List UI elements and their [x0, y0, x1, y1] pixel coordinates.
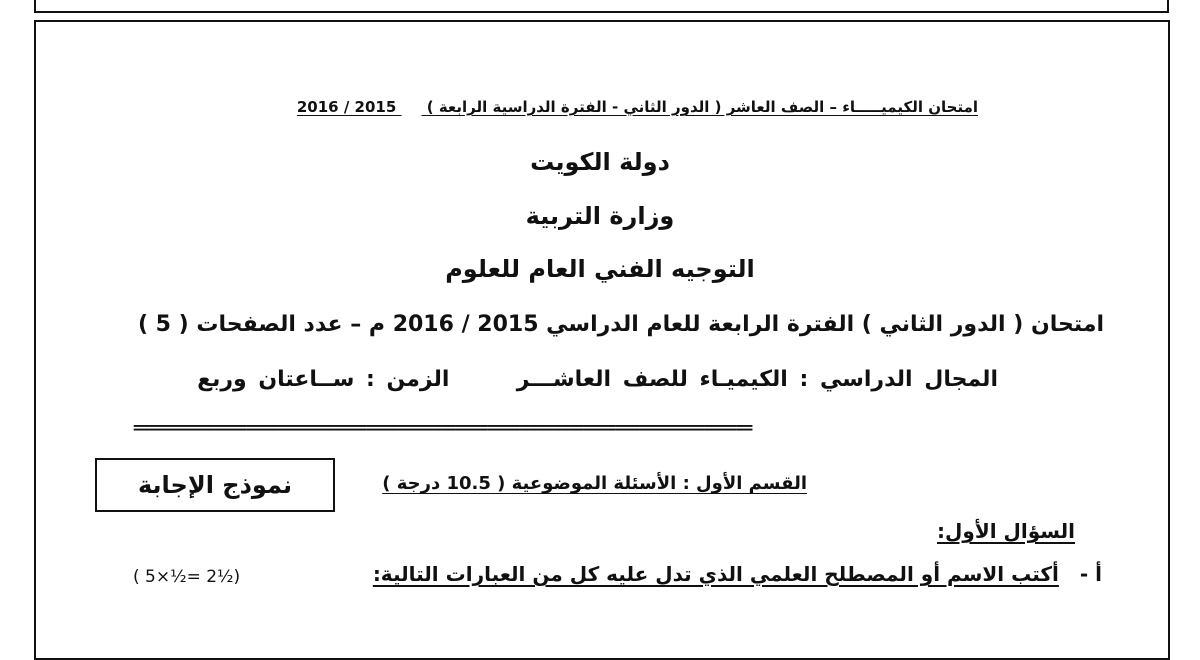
answer-model-label: نموذج الإجابة	[137, 471, 293, 499]
exam-header-text: امتحان الكيميـــــاء – الصف العاشر ( الدور الثاني - الفترة الدراسية الرابعة )	[426, 98, 978, 116]
answer-model-box	[95, 458, 335, 512]
question-instruction	[373, 562, 1102, 586]
section-title: القسم الأول : الأسئلة الموضوعية ( 10.5 درجة )	[382, 473, 807, 494]
exam-header-year: 2016 / 2015	[296, 98, 397, 116]
state-title: دولة الكويت	[530, 148, 670, 176]
separator-line: =============================================================================	[133, 418, 752, 437]
exam-info-line: امتحان ( الدور الثاني ) الفترة الرابعة للعام الدراسي 2015 / 2016 م – عدد الصفحات ( 5 )	[137, 312, 1104, 337]
marks-text: ( 5×½= 2½)	[133, 567, 241, 587]
previous-page-frame	[34, 0, 1169, 13]
instruction-text: أكتب الاسم أو المصطلح العلمي الذي تدل عليه كل من العبارات التالية:	[372, 562, 1059, 586]
ministry-title: وزارة التربية	[525, 202, 675, 230]
exam-header-line	[297, 98, 978, 116]
question-letter: أ -	[1079, 562, 1102, 586]
time-text: الزمن : ســاعتان وربع	[197, 367, 450, 392]
directorate-title: التوجيه الفني العام للعلوم	[445, 255, 755, 283]
question-title: السؤال الأول:	[937, 519, 1075, 543]
subject-time-line	[197, 367, 998, 392]
subject-text: المجال الدراسي : الكيميـاء للصف العاشـــر	[516, 367, 998, 392]
